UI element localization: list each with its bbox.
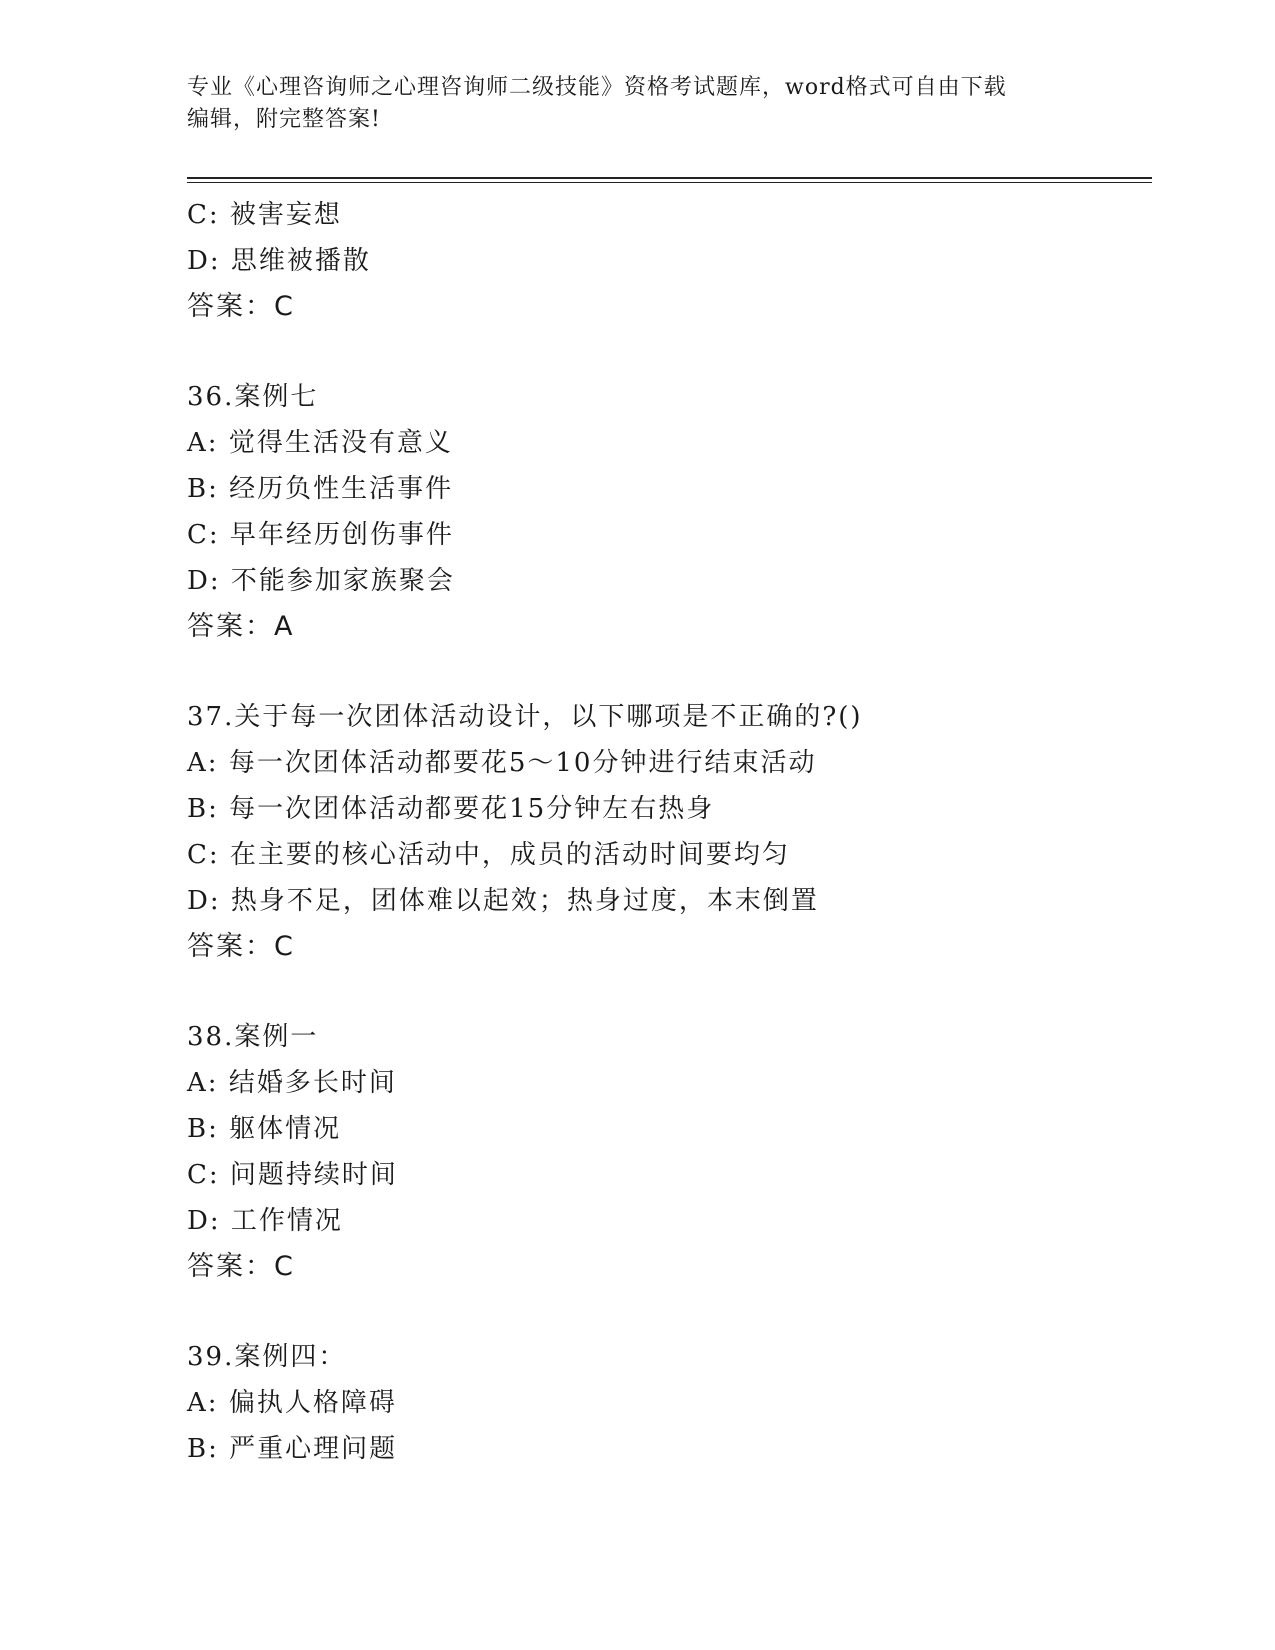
question-38 — [187, 1014, 1147, 1290]
header-line-2: 编辑，附完整答案! — [187, 107, 381, 132]
question-title: 36.案例七 — [187, 382, 319, 412]
answer: 答案：C — [187, 931, 295, 962]
option-c: C: 被害妄想 — [187, 200, 342, 230]
option-d: D: 热身不足，团体难以起效；热身过度，本末倒置 — [187, 886, 819, 916]
option-b: B: 严重心理问题 — [187, 1434, 398, 1464]
option-a: A: 结婚多长时间 — [187, 1068, 397, 1098]
option-c: C: 问题持续时间 — [187, 1160, 398, 1190]
header-divider-thick — [187, 177, 1152, 179]
option-b: B: 每一次团体活动都要花15分钟左右热身 — [187, 794, 715, 824]
document-header — [187, 72, 1087, 136]
question-list — [187, 192, 1147, 1472]
option-b: B: 经历负性生活事件 — [187, 474, 454, 504]
question-36 — [187, 374, 1147, 650]
question-37 — [187, 694, 1147, 970]
answer: 答案：C — [187, 291, 295, 322]
answer: 答案：C — [187, 1251, 295, 1282]
option-d: D: 思维被播散 — [187, 246, 371, 276]
answer: 答案：A — [187, 611, 295, 642]
question-39 — [187, 1334, 1147, 1472]
option-b: B: 躯体情况 — [187, 1114, 342, 1144]
option-a: A: 觉得生活没有意义 — [187, 428, 453, 458]
header-line-1: 专业《心理咨询师之心理咨询师二级技能》资格考试题库，word格式可自由下载 — [187, 75, 1007, 100]
option-c: C: 在主要的核心活动中，成员的活动时间要均匀 — [187, 840, 790, 870]
question-title: 38.案例一 — [187, 1022, 319, 1052]
option-a: A: 每一次团体活动都要花5～10分钟进行结束活动 — [187, 748, 817, 778]
option-d: D: 不能参加家族聚会 — [187, 566, 455, 596]
question-title: 39.案例四： — [187, 1342, 347, 1372]
option-a: A: 偏执人格障碍 — [187, 1388, 397, 1418]
option-c: C: 早年经历创伤事件 — [187, 520, 454, 550]
option-d: D: 工作情况 — [187, 1206, 343, 1236]
header-divider-thin — [187, 182, 1152, 183]
question-title: 37.关于每一次团体活动设计，以下哪项是不正确的?() — [187, 702, 863, 732]
question-continuation — [187, 192, 1147, 330]
